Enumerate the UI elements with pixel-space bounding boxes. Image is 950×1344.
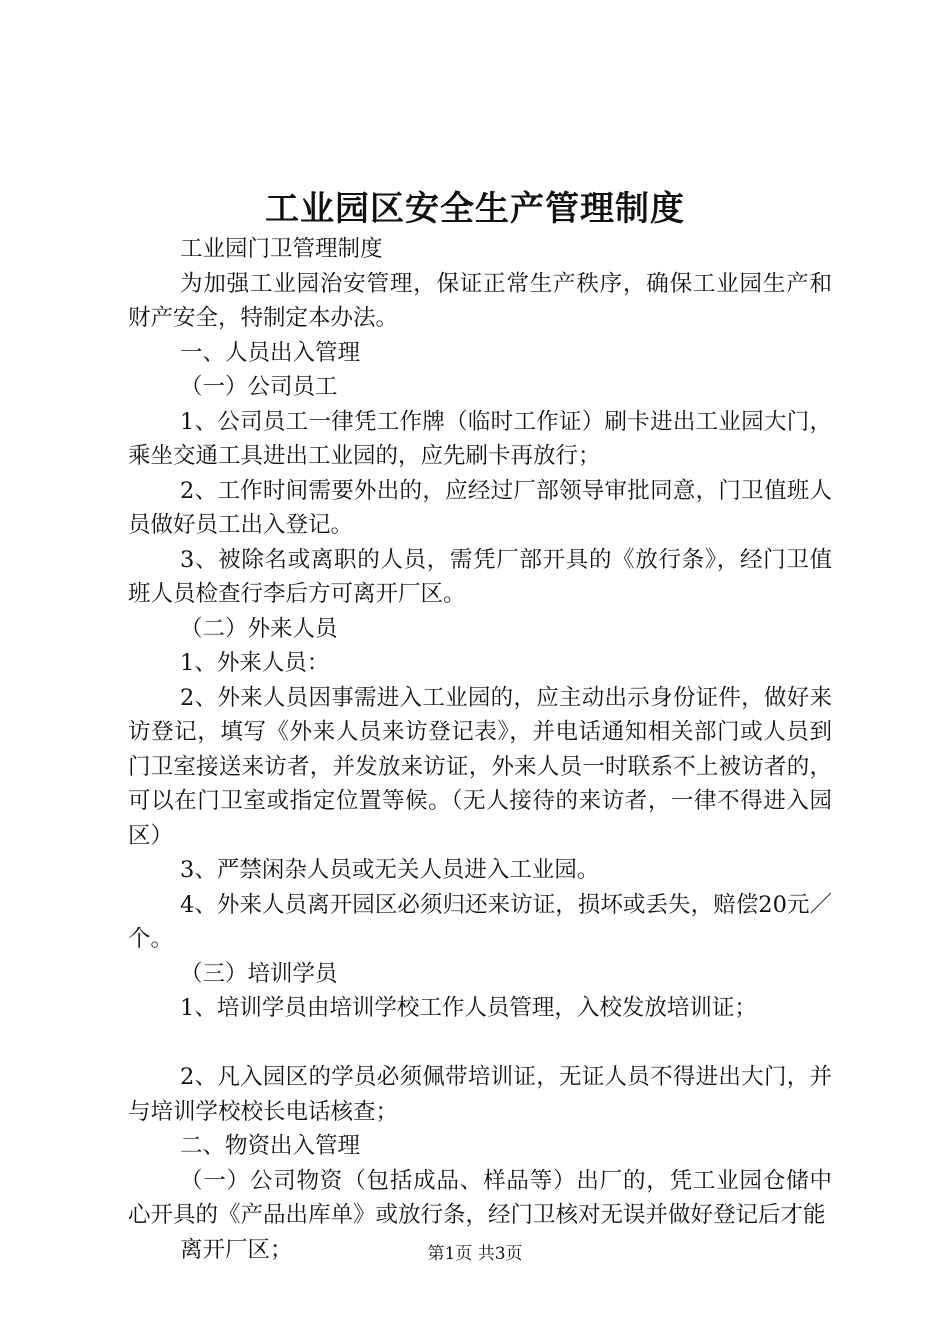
page-footer: 第1页 共3页 [427,1244,523,1264]
subsection-heading: （三）培训学员 [180,960,338,987]
section-heading: 二、物资出入管理 [180,1133,361,1159]
paragraph: 工业园门卫管理制度 [180,236,383,262]
paragraph: 4、外来人员离开园区必须归还来访证，损坏或丢失，赔偿20元／个。 [128,891,832,952]
paragraph: 2、外来人员因事需进入工业园的，应主动出示身份证件，做好来访登记，填写《外来人员来访登记表》，并电话通知相关部门或人员到门卫室接送来访者，并发放来访证，外来人员一时联系不上被访者的，可以在门卫室或指定位置等候。（无人接待的来访者，一律不得进入园区） [128,684,832,849]
paragraph: 离开厂区； [180,1236,293,1263]
paragraph: 1、外来人员： [180,650,330,676]
paragraph: 为加强工业园治安管理，保证正常生产秩序，确保工业园生产和财产安全，特制定本办法。 [128,270,832,331]
subsection-heading: （一）公司员工 [180,374,338,400]
paragraph: 2、工作时间需要外出的，应经过厂部领导审批同意，门卫值班人员做好员工出入登记。 [128,477,832,538]
paragraph: 2、凡入园区的学员必须佩带培训证，无证人员不得进出大门，并与培训学校校长电话核查； [128,1064,832,1125]
paragraph: 3、严禁闲杂人员或无关人员进入工业园。 [180,857,600,883]
paragraph: 1、公司员工一律凭工作牌（临时工作证）刷卡进出工业园大门，乘坐交通工具进出工业园的，应先刷卡再放行； [128,408,832,469]
paragraph: 1、培训学员由培训学校工作人员管理，入校发放培训证； [180,995,757,1021]
document-title: 工业园区安全生产管理制度 [265,189,685,229]
section-heading: 一、人员出入管理 [180,339,361,366]
paragraph: 3、被除名或离职的人员，需凭厂部开具的《放行条》，经门卫值班人员检查行李后方可离开厂区。 [128,546,832,607]
document-body [128,232,832,1267]
subsection-heading: （二）外来人员 [180,615,338,642]
paragraph: （一）公司物资（包括成品、样品等）出厂的，凭工业园仓储中心开具的《产品出库单》或放行条，经门卫核对无误并做好登记后才能 [128,1167,832,1228]
